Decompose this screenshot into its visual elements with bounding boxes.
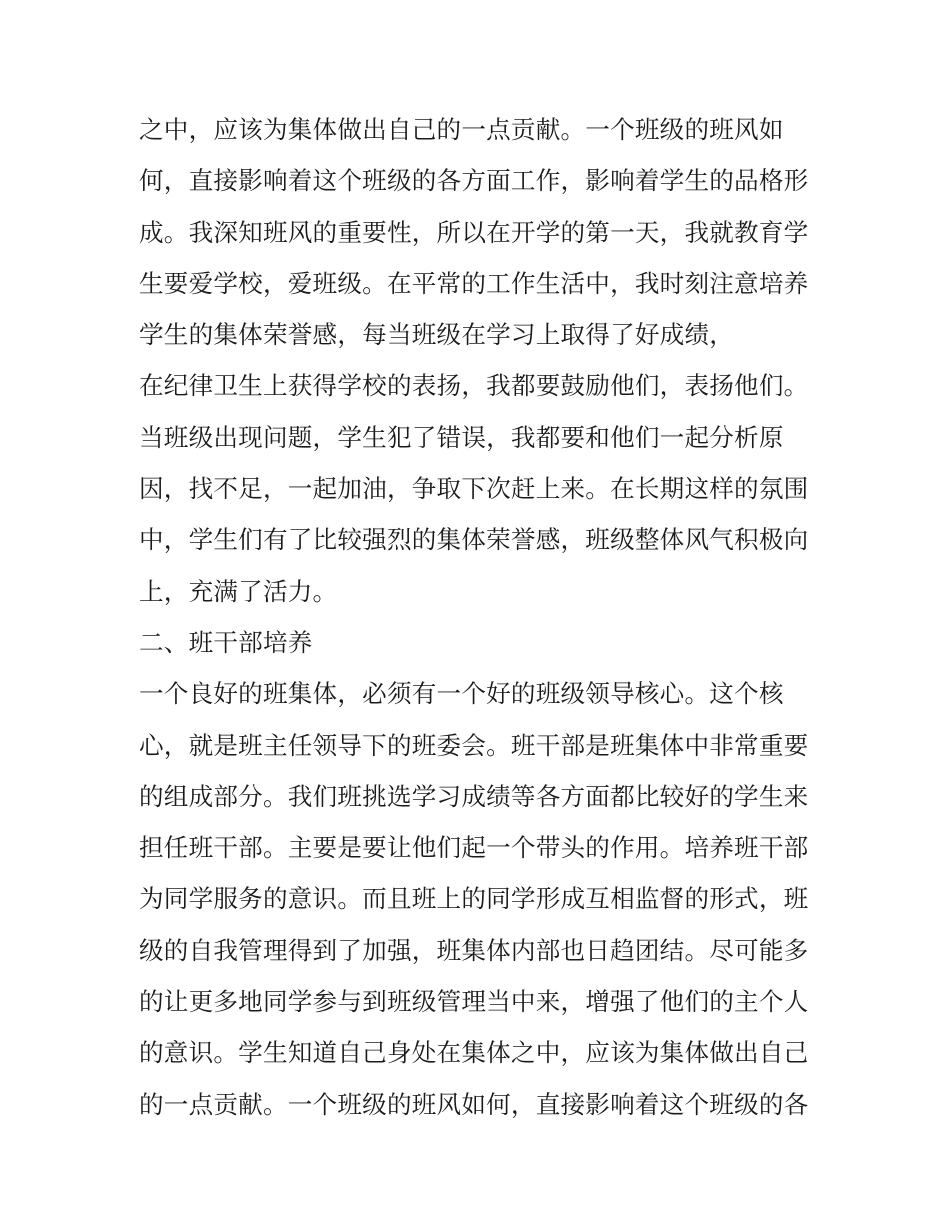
text-line: 在纪律卫生上获得学校的表扬，我都要鼓励他们，表扬他们。	[139, 371, 809, 401]
body-text	[139, 104, 829, 1130]
text-line: 因，找不足，一起加油，争取下次赶上来。在长期这样的氛围	[139, 474, 809, 504]
text-line: 上，充满了活力。	[139, 576, 338, 606]
text-line: 心，就是班主任领导下的班委会。班干部是班集体中非常重要	[139, 730, 809, 760]
text-line: 中，学生们有了比较强烈的集体荣誉感，班级整体风气积极向	[139, 525, 809, 555]
text-line: 当班级出现问题，学生犯了错误，我都要和他们一起分析原	[139, 422, 784, 452]
text-line: 的一点贡献。一个班级的班风如何，直接影响着这个班级的各	[139, 1089, 809, 1119]
text-line: 的组成部分。我们班挑选学习成绩等各方面都比较好的学生来	[139, 781, 809, 811]
text-line: 的意识。学生知道自己身处在集体之中，应该为集体做出自己	[139, 1038, 809, 1068]
text-line: 学生的集体荣誉感，每当班级在学习上取得了好成绩，	[139, 320, 735, 350]
text-line: 的让更多地同学参与到班级管理当中来，增强了他们的主个人	[139, 987, 809, 1017]
text-line: 成。我深知班风的重要性，所以在开学的第一天，我就教育学	[139, 217, 809, 247]
text-line: 为同学服务的意识。而且班上的同学形成互相监督的形式，班	[139, 884, 809, 914]
text-line: 担任班干部。主要是要让他们起一个带头的作用。培养班干部	[139, 833, 809, 863]
section-heading: 二、班干部培养	[139, 627, 313, 657]
text-line: 级的自我管理得到了加强，班集体内部也日趋团结。尽可能多	[139, 935, 809, 965]
text-line: 之中，应该为集体做出自己的一点贡献。一个班级的班风如	[139, 115, 784, 144]
text-line: 何，直接影响着这个班级的各方面工作，影响着学生的品格形	[139, 166, 809, 196]
text-line: 生要爱学校，爱班级。在平常的工作生活中，我时刻注意培养	[139, 268, 809, 298]
text-line: 一个良好的班集体，必须有一个好的班级领导核心。这个核	[139, 679, 784, 709]
